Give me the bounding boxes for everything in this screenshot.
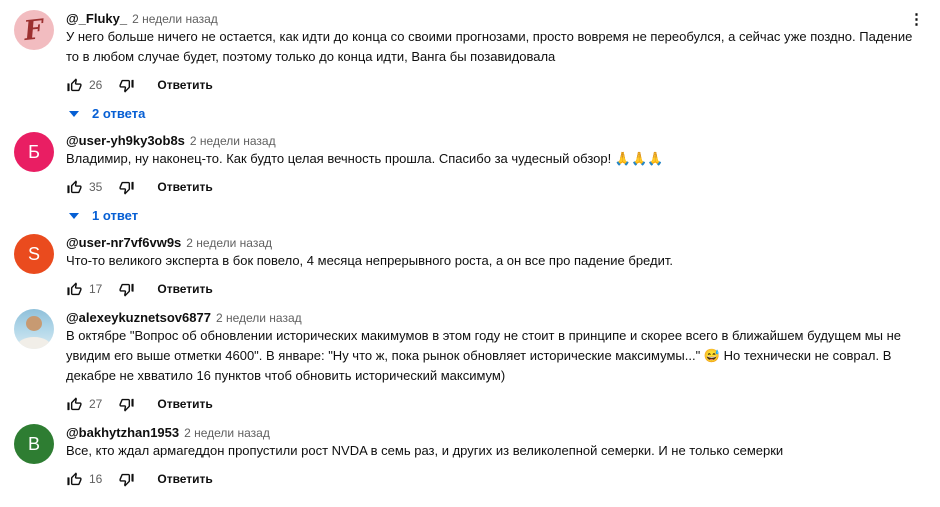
comment-actions [66,76,926,94]
thumb-down-icon [118,396,135,413]
like-button[interactable] [66,179,83,196]
comment-actions [66,178,926,196]
comment-timestamp[interactable]: 2 недели назад [132,12,218,26]
comment-content [66,234,926,298]
avatar[interactable] [14,132,54,172]
comment-author[interactable]: @alexeykuznetsov6877 [66,310,211,325]
avatar-letter: S [27,243,40,264]
thumb-down-icon [118,179,135,196]
like-button[interactable] [66,281,83,298]
comment-author[interactable]: @user-yh9ky3ob8s [66,133,185,148]
comment [14,309,926,413]
comment-timestamp[interactable]: 2 недели назад [189,134,276,148]
reply-button[interactable]: Ответить [157,397,213,411]
like-button[interactable] [66,77,83,94]
comment-timestamp[interactable]: 2 недели назад [186,236,273,250]
replies-toggle[interactable] [69,106,145,121]
like-count: 16 [89,472,103,486]
comment [14,132,926,223]
thumb-down-icon [118,77,135,94]
comment-timestamp[interactable]: 2 недели назад [215,311,302,325]
dislike-button[interactable] [118,77,135,94]
comment-content [66,309,926,413]
comment [14,424,926,488]
avatar-letter: Б [28,141,40,162]
comment-text: В октябре "Вопрос об обновлении исторических макимумов в этом году не стоит в принципе и скорее всего в ближайшем будущем мы не увидим его выше отметки 4600". В январе: "Ну что ж, пока рынок обновляет исторические максимумы..." 😅 Но технически не соврал. В декабре не хвватило 16 пунктов чтоб обновить исторический максимум) [66,328,902,383]
comment [14,10,926,121]
comment-menu-button[interactable] [907,12,926,27]
avatar-photo-shirt [17,337,51,349]
thumb-up-icon [66,77,83,94]
comment-header [66,11,926,26]
comment-timestamp[interactable]: 2 недели назад [184,426,270,440]
like-count: 35 [89,180,103,194]
like-count: 26 [89,78,103,92]
avatar-letter: B [27,433,40,454]
avatar[interactable] [14,309,54,349]
reply-button[interactable]: Ответить [157,180,213,194]
avatar[interactable] [14,234,54,274]
dislike-button[interactable] [118,396,135,413]
avatar[interactable] [14,10,54,50]
comment-content [66,10,926,121]
chevron-down-icon [69,111,79,117]
comment-header [66,310,926,325]
like-button[interactable] [66,471,83,488]
comment-content [66,132,926,223]
comment-text: Владимир, ну наконец-то. Как будто целая вечность прошла. Спасибо за чудесный обзор! 🙏🙏🙏 [66,151,664,166]
thumb-up-icon [66,471,83,488]
avatar-letter: F [22,13,46,47]
comment-actions [66,395,926,413]
thumb-down-icon [118,281,135,298]
comment-author[interactable]: @bakhytzhan1953 [66,425,180,440]
comment-header [66,235,926,250]
thumb-up-icon [66,179,83,196]
comment-author[interactable]: @_Fluky_ [66,11,128,26]
comment-actions [66,470,926,488]
thumb-down-icon [118,471,135,488]
dislike-button[interactable] [118,471,135,488]
reply-button[interactable]: Ответить [157,472,213,486]
reply-button[interactable]: Ответить [157,282,213,296]
replies-count-label: 2 ответа [92,106,146,121]
chevron-down-icon [69,213,79,219]
reply-button[interactable]: Ответить [157,78,213,92]
comment-text: У него больше ничего не остается, как идти до конца со своими прогнозами, просто вовремя не переобулся, а сейчас уже поздно. Падение то в любом случае будет, поэтому только до конца идти, Ванга бы позавидовала [66,29,913,64]
comment-header [66,425,926,440]
comment [14,234,926,298]
thumb-up-icon [66,281,83,298]
comment-text: Все, кто ждал армагеддон пропустили рост NVDA в семь раз, и других из великолепной семерки. И не только семерки [66,443,784,458]
dislike-button[interactable] [118,179,135,196]
dislike-button[interactable] [118,281,135,298]
like-button[interactable] [66,396,83,413]
comment-actions [66,280,926,298]
avatar-photo-head [26,316,42,331]
avatar[interactable] [14,424,54,464]
replies-toggle[interactable] [69,208,138,223]
kebab-menu-icon: ⋮ [909,11,924,28]
like-count: 27 [89,397,103,411]
comment-author[interactable]: @user-nr7vf6vw9s [66,235,182,250]
comment-text: Что-то великого эксперта в бок повело, 4 месяца непрерывного роста, а он все про падение бредит. [66,253,673,268]
comment-header [66,133,926,148]
like-count: 17 [89,282,103,296]
comment-content [66,424,926,488]
thumb-up-icon [66,396,83,413]
replies-count-label: 1 ответ [92,208,139,223]
